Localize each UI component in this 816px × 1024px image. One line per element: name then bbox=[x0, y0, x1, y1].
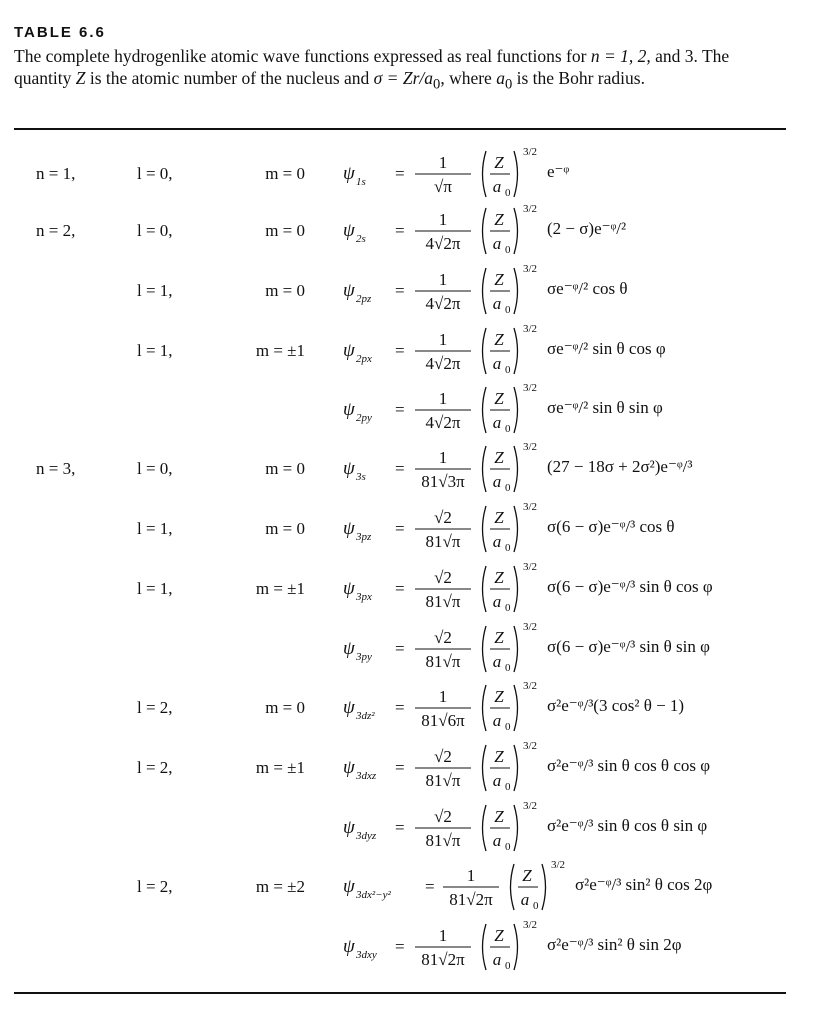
right-paren bbox=[514, 446, 518, 492]
fraction-denominator: 4√2π bbox=[425, 294, 461, 313]
caption-a0: a bbox=[496, 67, 505, 88]
psi-subscript: 3pz bbox=[356, 531, 372, 543]
z-symbol: Z bbox=[494, 210, 504, 229]
psi-symbol: ψ bbox=[343, 757, 355, 778]
a-symbol: a bbox=[492, 771, 502, 790]
psi-symbol: ψ bbox=[343, 280, 355, 301]
formula-tail: σe⁻ᵠ/² cos θ bbox=[547, 279, 628, 298]
left-paren bbox=[483, 208, 487, 254]
l-value: l = 0, bbox=[137, 164, 173, 183]
z-symbol: Z bbox=[494, 153, 504, 172]
a-subscript: 0 bbox=[505, 244, 511, 256]
equals-sign: = bbox=[425, 877, 435, 896]
exponent-3-2: 3/2 bbox=[523, 740, 538, 752]
equals-sign: = bbox=[395, 221, 405, 240]
a-symbol: a bbox=[492, 472, 502, 491]
m-value: m = 0 bbox=[265, 164, 305, 183]
psi-subscript: 2pz bbox=[356, 293, 372, 305]
psi-subscript: 3px bbox=[356, 591, 372, 603]
table-caption bbox=[14, 46, 784, 96]
fraction-denominator: 4√2π bbox=[425, 234, 461, 253]
left-paren bbox=[483, 566, 487, 612]
formula-tail: e⁻ᵠ bbox=[547, 162, 570, 181]
caption-part1: The complete hydrogenlike atomic wave functions expressed as real functions for bbox=[14, 46, 591, 66]
wavefunction-formula bbox=[343, 679, 783, 737]
wavefunction-formula bbox=[343, 262, 783, 320]
left-paren bbox=[483, 626, 487, 672]
psi-symbol: ψ bbox=[343, 340, 355, 361]
equals-sign: = bbox=[395, 164, 405, 183]
wavefunction-formula bbox=[343, 918, 783, 976]
wavefunction-formula bbox=[343, 145, 783, 203]
fraction-numerator: 1 bbox=[438, 389, 448, 408]
psi-symbol: ψ bbox=[343, 578, 355, 599]
l-value: l = 1, bbox=[137, 579, 173, 598]
a-symbol: a bbox=[492, 592, 502, 611]
wavefunction-formula bbox=[343, 202, 783, 260]
z-symbol: Z bbox=[494, 747, 504, 766]
exponent-3-2: 3/2 bbox=[523, 680, 538, 692]
fraction-numerator: √2 bbox=[434, 807, 452, 826]
caption-n-values: n = 1, 2, bbox=[590, 46, 651, 66]
fraction-denominator: 81√2π bbox=[449, 890, 493, 909]
n-value: n = 3, bbox=[36, 459, 76, 478]
a-subscript: 0 bbox=[505, 602, 511, 614]
m-value: m = ±1 bbox=[255, 579, 305, 598]
a-subscript: 0 bbox=[505, 542, 511, 554]
caption-part2: and 3. The quantity bbox=[14, 46, 730, 88]
left-paren bbox=[511, 864, 515, 910]
psi-symbol: ψ bbox=[343, 697, 355, 718]
psi-subscript: 3dz² bbox=[356, 710, 375, 722]
a-symbol: a bbox=[492, 711, 502, 730]
z-symbol: Z bbox=[494, 270, 504, 289]
equals-sign: = bbox=[395, 400, 405, 419]
m-value: m = ±1 bbox=[255, 758, 305, 777]
z-symbol: Z bbox=[522, 866, 532, 885]
exponent-3-2: 3/2 bbox=[523, 146, 538, 158]
fraction-denominator: 81√π bbox=[425, 771, 461, 790]
caption-part4: , where bbox=[440, 67, 497, 88]
wavefunction-formula bbox=[343, 381, 783, 439]
a-symbol: a bbox=[492, 532, 502, 551]
exponent-3-2: 3/2 bbox=[551, 859, 566, 871]
psi-symbol: ψ bbox=[343, 638, 355, 659]
caption-part5: is the Bohr radius. bbox=[512, 67, 645, 88]
fraction-numerator: 1 bbox=[438, 687, 448, 706]
exponent-3-2: 3/2 bbox=[523, 800, 538, 812]
a-subscript: 0 bbox=[505, 781, 511, 793]
a-subscript: 0 bbox=[505, 187, 511, 199]
formula-tail: σ(6 − σ)e⁻ᵠ/³ cos θ bbox=[547, 517, 675, 536]
psi-subscript: 1s bbox=[356, 176, 366, 188]
right-paren bbox=[514, 506, 518, 552]
right-paren bbox=[514, 151, 518, 197]
fraction-denominator: 81√3π bbox=[421, 472, 465, 491]
a-subscript: 0 bbox=[505, 423, 511, 435]
right-paren bbox=[514, 208, 518, 254]
a-symbol: a bbox=[492, 354, 502, 373]
psi-subscript: 2py bbox=[356, 412, 372, 424]
formula-tail: σe⁻ᵠ/² sin θ cos φ bbox=[547, 339, 666, 358]
z-symbol: Z bbox=[494, 448, 504, 467]
z-symbol: Z bbox=[494, 926, 504, 945]
formula-tail: σe⁻ᵠ/² sin θ sin φ bbox=[547, 398, 663, 417]
psi-symbol: ψ bbox=[343, 458, 355, 479]
psi-subscript: 2s bbox=[356, 233, 366, 245]
exponent-3-2: 3/2 bbox=[523, 561, 538, 573]
exponent-3-2: 3/2 bbox=[523, 621, 538, 633]
exponent-3-2: 3/2 bbox=[523, 501, 538, 513]
formula-tail: σ²e⁻ᵠ/³ sin² θ cos 2φ bbox=[575, 875, 713, 894]
a-symbol: a bbox=[492, 831, 502, 850]
left-paren bbox=[483, 328, 487, 374]
a-symbol: a bbox=[520, 890, 530, 909]
n-value: n = 2, bbox=[36, 221, 76, 240]
m-value: m = 0 bbox=[265, 519, 305, 538]
left-paren bbox=[483, 387, 487, 433]
a-symbol: a bbox=[492, 177, 502, 196]
fraction-denominator: 4√2π bbox=[425, 354, 461, 373]
exponent-3-2: 3/2 bbox=[523, 919, 538, 931]
psi-symbol: ψ bbox=[343, 163, 355, 184]
exponent-3-2: 3/2 bbox=[523, 441, 538, 453]
psi-symbol: ψ bbox=[343, 399, 355, 420]
right-paren bbox=[514, 805, 518, 851]
wavefunction-formula bbox=[343, 799, 783, 857]
formula-tail: σ²e⁻ᵠ/³ sin² θ sin 2φ bbox=[547, 935, 682, 954]
a-subscript: 0 bbox=[505, 960, 511, 972]
psi-subscript: 3s bbox=[356, 471, 366, 483]
l-value: l = 1, bbox=[137, 341, 173, 360]
formula-tail: σ(6 − σ)e⁻ᵠ/³ sin θ cos φ bbox=[547, 577, 713, 596]
fraction-denominator: 81√π bbox=[425, 592, 461, 611]
exponent-3-2: 3/2 bbox=[523, 203, 538, 215]
equals-sign: = bbox=[395, 341, 405, 360]
fraction-numerator: 1 bbox=[466, 866, 476, 885]
fraction-denominator: 4√2π bbox=[425, 413, 461, 432]
fraction-denominator: √π bbox=[434, 177, 452, 196]
caption-part3: is the atomic number of the nucleus and bbox=[85, 67, 374, 88]
left-paren bbox=[483, 446, 487, 492]
left-paren bbox=[483, 924, 487, 970]
z-symbol: Z bbox=[494, 628, 504, 647]
wavefunction-formula bbox=[343, 500, 783, 558]
wavefunction-formula bbox=[343, 440, 783, 498]
a-subscript: 0 bbox=[505, 364, 511, 376]
psi-subscript: 3dyz bbox=[356, 830, 377, 842]
l-value: l = 1, bbox=[137, 281, 173, 300]
m-value: m = 0 bbox=[265, 459, 305, 478]
fraction-numerator: 1 bbox=[438, 153, 448, 172]
wavefunction-formula bbox=[343, 620, 783, 678]
caption-sub0: 0 bbox=[433, 76, 441, 92]
l-value: l = 0, bbox=[137, 221, 173, 240]
a-subscript: 0 bbox=[505, 841, 511, 853]
fraction-denominator: 81√π bbox=[425, 652, 461, 671]
fraction-numerator: 1 bbox=[438, 330, 448, 349]
a-subscript: 0 bbox=[505, 721, 511, 733]
psi-symbol: ψ bbox=[343, 817, 355, 838]
fraction-numerator: 1 bbox=[438, 210, 448, 229]
wavefunction-formula bbox=[343, 858, 783, 916]
z-symbol: Z bbox=[494, 389, 504, 408]
top-rule bbox=[14, 128, 786, 130]
m-value: m = 0 bbox=[265, 698, 305, 717]
fraction-denominator: 81√π bbox=[425, 831, 461, 850]
fraction-numerator: √2 bbox=[434, 568, 452, 587]
m-value: m = 0 bbox=[265, 221, 305, 240]
z-symbol: Z bbox=[494, 568, 504, 587]
caption-z: Z bbox=[75, 67, 86, 88]
equals-sign: = bbox=[395, 698, 405, 717]
fraction-numerator: 1 bbox=[438, 270, 448, 289]
psi-symbol: ψ bbox=[343, 936, 355, 957]
formula-tail: (2 − σ)e⁻ᵠ/² bbox=[547, 219, 627, 238]
a-subscript: 0 bbox=[505, 304, 511, 316]
psi-symbol: ψ bbox=[343, 876, 355, 897]
wavefunction-formula bbox=[343, 560, 783, 618]
l-value: l = 0, bbox=[137, 459, 173, 478]
z-symbol: Z bbox=[494, 807, 504, 826]
psi-subscript: 3dxz bbox=[356, 770, 377, 782]
a-symbol: a bbox=[492, 234, 502, 253]
left-paren bbox=[483, 506, 487, 552]
psi-symbol: ψ bbox=[343, 220, 355, 241]
right-paren bbox=[542, 864, 546, 910]
left-paren bbox=[483, 685, 487, 731]
right-paren bbox=[514, 685, 518, 731]
caption-sigma-def: σ = Zr/a bbox=[373, 67, 434, 88]
n-value: n = 1, bbox=[36, 164, 76, 183]
right-paren bbox=[514, 745, 518, 791]
left-paren bbox=[483, 268, 487, 314]
l-value: l = 2, bbox=[137, 758, 173, 777]
a-symbol: a bbox=[492, 652, 502, 671]
equals-sign: = bbox=[395, 818, 405, 837]
m-value: m = ±2 bbox=[255, 877, 305, 896]
fraction-numerator: 1 bbox=[438, 926, 448, 945]
wavefunction-formula bbox=[343, 322, 783, 380]
l-value: l = 2, bbox=[137, 877, 173, 896]
a-symbol: a bbox=[492, 294, 502, 313]
equals-sign: = bbox=[395, 579, 405, 598]
fraction-numerator: 1 bbox=[438, 448, 448, 467]
formula-tail: σ²e⁻ᵠ/³ sin θ cos θ sin φ bbox=[547, 816, 708, 835]
caption-sub0-2: 0 bbox=[504, 76, 513, 92]
fraction-numerator: √2 bbox=[434, 747, 452, 766]
formula-tail: σ²e⁻ᵠ/³(3 cos² θ − 1) bbox=[547, 696, 685, 715]
right-paren bbox=[514, 924, 518, 970]
wavefunction-formula bbox=[343, 739, 783, 797]
bottom-rule bbox=[14, 992, 786, 994]
m-value: m = 0 bbox=[265, 281, 305, 300]
psi-subscript: 3py bbox=[356, 651, 372, 663]
right-paren bbox=[514, 387, 518, 433]
equals-sign: = bbox=[395, 281, 405, 300]
left-paren bbox=[483, 151, 487, 197]
psi-subscript: 3dxy bbox=[356, 949, 377, 961]
equals-sign: = bbox=[395, 459, 405, 478]
equals-sign: = bbox=[395, 519, 405, 538]
exponent-3-2: 3/2 bbox=[523, 382, 538, 394]
left-paren bbox=[483, 805, 487, 851]
fraction-denominator: 81√2π bbox=[421, 950, 465, 969]
exponent-3-2: 3/2 bbox=[523, 323, 538, 335]
formula-tail: σ(6 − σ)e⁻ᵠ/³ sin θ sin φ bbox=[547, 637, 710, 656]
l-value: l = 1, bbox=[137, 519, 173, 538]
fraction-numerator: √2 bbox=[434, 508, 452, 527]
fraction-denominator: 81√π bbox=[425, 532, 461, 551]
a-subscript: 0 bbox=[505, 662, 511, 674]
fraction-numerator: √2 bbox=[434, 628, 452, 647]
fraction-denominator: 81√6π bbox=[421, 711, 465, 730]
psi-subscript: 2px bbox=[356, 353, 372, 365]
z-symbol: Z bbox=[494, 687, 504, 706]
l-value: l = 2, bbox=[137, 698, 173, 717]
right-paren bbox=[514, 328, 518, 374]
equals-sign: = bbox=[395, 937, 405, 956]
a-symbol: a bbox=[492, 413, 502, 432]
psi-subscript: 3dx²−y² bbox=[356, 889, 391, 901]
right-paren bbox=[514, 268, 518, 314]
right-paren bbox=[514, 566, 518, 612]
equals-sign: = bbox=[395, 639, 405, 658]
z-symbol: Z bbox=[494, 330, 504, 349]
formula-tail: (27 − 18σ + 2σ²)e⁻ᵠ/³ bbox=[547, 457, 693, 476]
exponent-3-2: 3/2 bbox=[523, 263, 538, 275]
table-label: TABLE 6.6 bbox=[14, 24, 106, 41]
equals-sign: = bbox=[395, 758, 405, 777]
formula-tail: σ²e⁻ᵠ/³ sin θ cos θ cos φ bbox=[547, 756, 711, 775]
left-paren bbox=[483, 745, 487, 791]
a-subscript: 0 bbox=[505, 482, 511, 494]
psi-symbol: ψ bbox=[343, 518, 355, 539]
z-symbol: Z bbox=[494, 508, 504, 527]
a-symbol: a bbox=[492, 950, 502, 969]
a-subscript: 0 bbox=[533, 900, 539, 912]
right-paren bbox=[514, 626, 518, 672]
m-value: m = ±1 bbox=[255, 341, 305, 360]
